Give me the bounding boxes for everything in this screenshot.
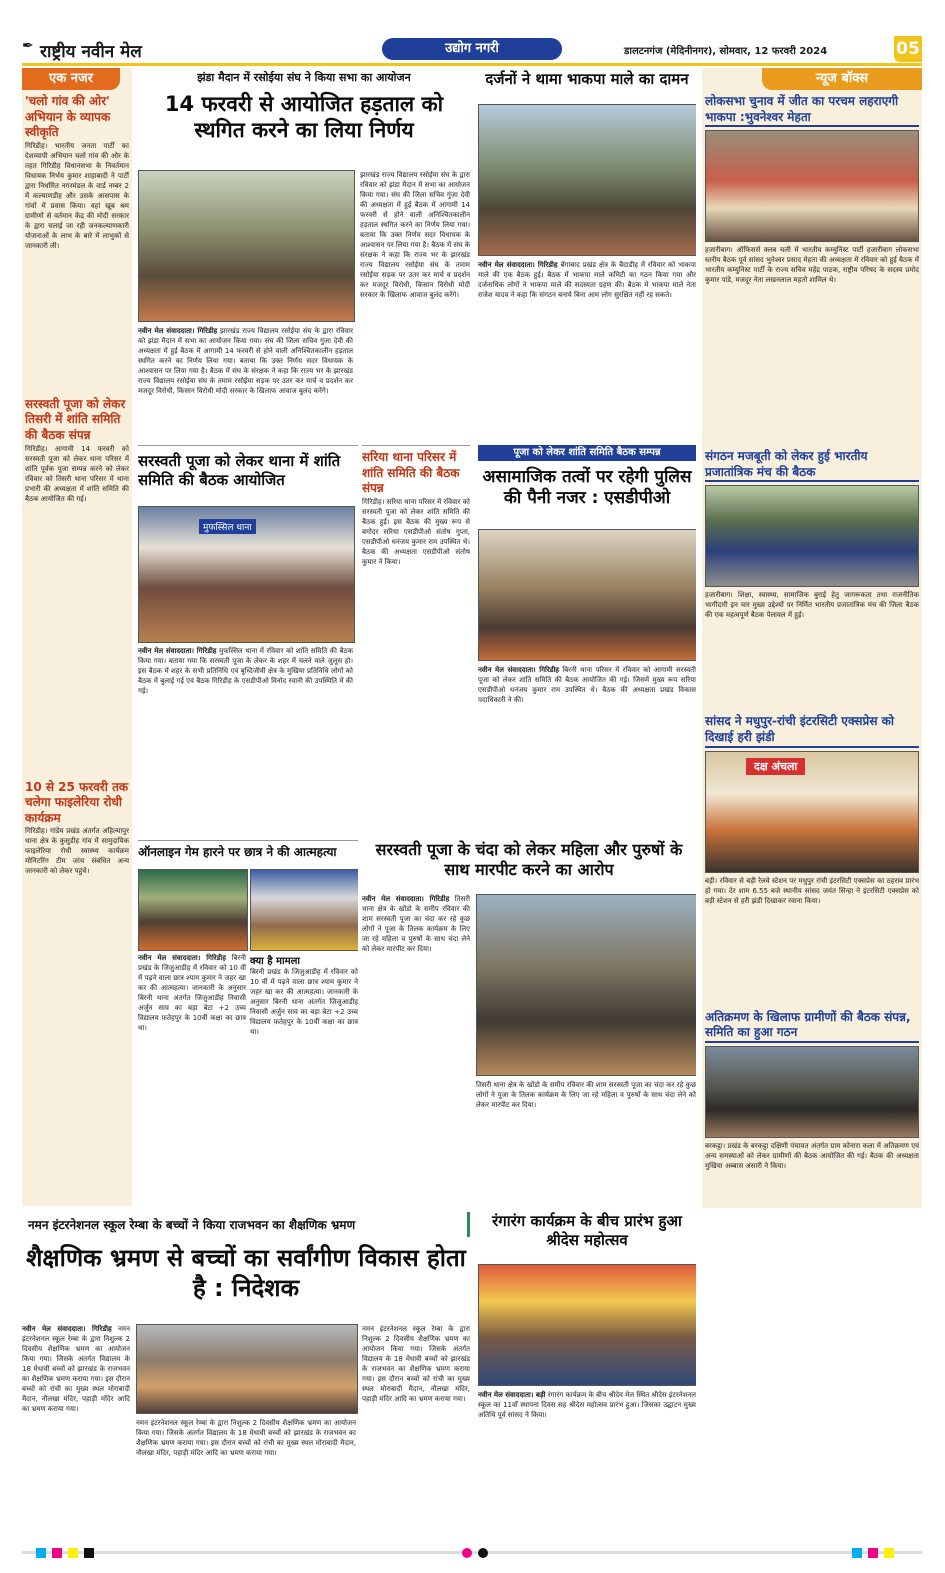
saraswati-thana-story [138,445,358,835]
footer-dot-center-black [478,1548,488,1558]
chanda-headline: सरस्वती पूजा के चंदा को लेकर महिला और पुरुषों के साथ मारपीट करने का आरोप [375,840,683,879]
school-body: नमन इंटरनेशनल स्कूल रेम्बा के द्वारा निशुल्क 2 दिवसीय शैक्षणिक भ्रमण का आयोजन किया गया। जिसके अंतर्गत विद्यालय के 18 मेधावी बच्चों को झारखंड के राजभवन का शैक्षणिक भ्रमण कराया गया। इस दौरान बच्चों को रांची का मुख्य स्थल मोराबादी मैदान, नौलखा मंदिर, पहाड़ी मंदिर आदि का भ्रमण कराया गया। [22,1325,130,1413]
school-body: नमन इंटरनेशनल स्कूल रेम्बा के द्वारा निशुल्क 2 दिवसीय शैक्षणिक भ्रमण का आयोजन किया गया। जिसके अंतर्गत विद्यालय के 18 मेधावी बच्चों को झारखंड के राजभवन का शैक्षणिक भ्रमण कराया गया। इस दौरान बच्चों को रांची का मुख्य स्थल मोराबादी मैदान, नौलखा मंदिर, पहाड़ी मंदिर आदि का भ्रमण कराया गया। [136,1419,356,1457]
lead-body: झारखंड राज्य विद्यालय रसोईया संघ के द्वारा रविवार को झंडा मैदान में सभा का आयोजन किया गया। संघ की जिला सचिव गुंजा देवी की अध्यक्षता में हुई बैठक में आगामी 14 फरवरी से होने वाली अनिश्चितकालीन हड़ताल स्थगित करने का निर्णय लिया गया। बताया कि उक्त निर्णय सदर विधायक के आश्वासन पर लिया गया है। बैठक में संघ के संरक्षक ने कहा कि राज्य भर के झारखंड राज्य विद्यालय रसोईया संघ के तमाम रसोईया सड़क पर उतर कर मार्च व प्रदर्शन कर मजदूर विरोधी, किसान विरोधी मोदी सरकार के खिलाफ आवाज बुलंद करेंगे। [360,171,470,299]
lead-story [138,70,470,440]
right-item-title: सांसद ने मधुपुर-रांची इंटरसिटी एक्सप्रेस को दिखाई हरी झंडी [705,714,919,747]
school-body-col-2 [136,1418,356,1536]
footer-dot-magenta [52,1548,62,1558]
cpi-byline: नवीन मेल संवाददाता। गिरिडीह [478,261,558,269]
school-headline: शैक्षणिक भ्रमण से बच्चों का सर्वांगीण विकास होता है : निदेशक [26,1244,466,1302]
online-game-photo-1 [138,869,248,951]
shridev-body-col [478,1390,696,1536]
shridev-story [478,1212,696,1540]
dateline: डालटनगंज (मेदिनीनगर), सोमवार, 12 फरवरी 2024 [624,46,828,57]
section-title: उद्योग नगरी [382,38,562,60]
left-column-header: एक नजर [22,68,120,90]
school-body-col-1 [22,1324,130,1536]
right-photo-2 [705,485,919,587]
shridev-body: रंगारंग कार्यक्रम के बीच श्रीदेव मेल स्थित श्रीदेस इंटरनेशनल स्कूल का 11वाँ स्थापना दिवस सह श्रीदेस महोत्सव प्रारंभ हुआ। जिसका उद्घाटन मुख्य अतिथि पूर्व सांसद ने किया। [478,1391,696,1419]
lead-kicker: झंडा मैदान में रसोईया संघ ने किया सभा का आयोजन [197,71,411,84]
lead-byline: नवीन मेल संवाददाता। गिरिडीह [138,327,218,335]
masthead [22,36,922,64]
footer-dot-yellow [68,1548,78,1558]
left-item-body: गिरिडीह। गांडेय प्रखंड अंतर्गत अहिल्यापुर थाना क्षेत्र के कुसुडीह गांव में सामुदायिक फाइलेरिया रोधी स्वास्थ्य कार्यक्रम मोनिटरिंग टीम जांच संबंधित अन्य जानकारी को लेकर पहुंचे। [25,827,129,876]
sariya-story [362,445,470,835]
school-body-col-3 [362,1324,470,1536]
right-column [702,68,922,1208]
online-game-body: बिरनी प्रखंड के जिजुआडीह में रविवार को 10 वीं में पढ़ने वाला छात्र श्याम कुमार ने जहर खा कर की आत्महत्या। जानकारी के अनुसार बिरनी थाना अंतर्गत जिजुआडीह निवासी अर्जुन साव का बड़ा बेटा +2 उच्च विद्यालय फ़तेहपुर के 10वीं कक्षा का छात्र था। [250,968,358,1036]
online-game-story [138,840,358,1185]
online-game-headline: ऑनलाइन गेम हारने पर छात्र ने की आत्महत्या [138,845,337,859]
lead-photo [138,170,355,322]
saraswati-thana-byline: नवीन मेल संवाददाता। गिरिडीह [138,647,217,655]
chanda-body-col-2 [476,1080,696,1182]
sariya-headline: सरिया थाना परिसर में शांति समिति की बैठक संपन्न [362,450,460,496]
footer-dot-right-magenta [868,1548,878,1558]
left-column [22,68,132,1206]
cpi-body-col [478,260,696,435]
footer-dot-center-magenta [462,1548,472,1558]
right-column-header: न्यूज बॉक्स [762,68,922,90]
lead-body: झारखंड राज्य विद्यालय रसोईया संघ के द्वारा रविवार को झंडा मैदान में सभा का आयोजन किया गया। संघ की जिला सचिव गुंजा देवी की अध्यक्षता में हुई बैठक में आगामी 14 फरवरी से होने वाली अनिश्चितकालीन हड़ताल स्थगित करने का निर्णय लिया गया। बताया कि उक्त निर्णय सदर विधायक के आश्वासन पर लिया गया है। बैठक में संघ के संरक्षक ने कहा कि राज्य भर के झारखंड राज्य विद्यालय रसोईया संघ के तमाम रसोईया सड़क पर उतर कर मार्च व प्रदर्शन कर मजदूर विरोधी, किसान विरोधी मोदी सरकार के खिलाफ आवाज बुलंद करेंगे। [138,327,353,395]
footer-color-strip [22,1548,922,1558]
shridev-photo [478,1264,696,1386]
school-photo [136,1324,358,1414]
online-game-byline: नवीन मेल संवाददाता। गिरिडीह [138,954,226,962]
online-game-photo-2 [250,869,358,951]
sdpo-body-col [478,665,696,830]
right-photo-1 [705,130,919,242]
cpi-story [478,70,696,440]
online-game-body-col [138,953,246,1183]
paper-logo-icon: ✒ [22,38,34,54]
footer-dot-right-cyan [852,1548,862,1558]
right-item-body: बड़ी। रविवार से बड़ी रेलवे स्टेशन पर मधुपुर रांची इंटरसिटी एक्सप्रेस का ठहराव प्रारंभ हो गया। देर शाम 6.55 बजे स्थानीय सांसद जयंत सिन्हा ने इंटरसिटी एक्सप्रेस को बड़ी स्टेशन से हरी झंडी दिखाकर रवाना किया। [705,876,919,905]
shridev-headline: रंगारंग कार्यक्रम के बीच प्रारंभ हुआ श्रीदेस महोत्सव [492,1212,682,1249]
left-item-title: सरस्वती पूजा को लेकर तिसरी में शांति समिति की बैठक संपन्न [25,396,126,442]
photo-banner-text: दक्ष अंचला [746,758,805,775]
right-item-title: संगठन मजबूती को लेकर हुई भारतीय प्रजातांत्रिक मंच की बैठक [705,449,919,482]
footer-dot-black [84,1548,94,1558]
saraswati-thana-body: मुफस्सिल थाना में रविवार को शांति समिति की बैठक किया गया। बताया गया कि सरस्वती पूजा के लेकर के शहर में चलने वाले जुलूस हो। इस बैठक में शहर के सभी प्रतिनिधि एवं बुध्दिजीवी क्षेत्र के मुखिया प्रतिनिधि लोगों को बैठक में बुलाई गई एवं बैठक गिरिडीह के एसडीपीओ विनोद रवानी की उपस्थिति में की गई। [138,647,353,695]
school-byline: नवीन मेल संवाददाता। गिरिडीह [22,1325,112,1333]
school-story [22,1212,470,1540]
lead-headline: 14 फरवरी से आयोजित हड़ताल को स्थगित करने का लिया निर्णय [164,92,444,143]
chanda-photo [476,894,696,1076]
sdpo-byline: नवीन मेल संवाददाता। गिरिडीह [478,666,559,674]
photo-caption: मुफस्सिल थाना [199,519,256,534]
chanda-story [362,840,696,1185]
school-body: नमन इंटरनेशनल स्कूल रेम्बा के द्वारा निशुल्क 2 दिवसीय शैक्षणिक भ्रमण का आयोजन किया गया। जिसके अंतर्गत विद्यालय के 18 मेधावी बच्चों को झारखंड के राजभवन का शैक्षणिक भ्रमण कराया गया। इस दौरान बच्चों को रांची का मुख्य स्थल मोराबादी मैदान, नौलखा मंदिर, पहाड़ी मंदिर आदि का भ्रमण कराया गया। [362,1325,470,1403]
shridev-byline: नवीन मेल संवाददाता। बड़ी [478,1391,546,1399]
sdpo-body: बिरनी थाना परिसर में रविवार को आगामी सरस्वती पूजा को लेकर शांति समिति की बैठक आयोजित की गई। जिसमें मुख्य रूप सरिया एसडीपीओ धनंजय कुमार राम उपस्थित थे। बैठक की अध्यक्षता प्रखंड विकास पदाधिकारी ने की। [478,666,696,704]
lead-body-bottom [138,326,353,436]
sdpo-story [478,445,696,835]
paper-name: राष्ट्रीय नवीन मेल [40,42,142,62]
saraswati-thana-headline: सरस्वती पूजा को लेकर थाना में शांति समिति की बैठक आयोजित [138,452,341,489]
cpi-body: बेंगाबाद प्रखंड क्षेत्र के बैदाडीह में रविवार को भाकपा माले की एक बैठक हुई। बैठक में भाकपा माले कमिटी का गठन किया गया और दर्जनाधिक लोगों ने भाकपा माले की सदस्यता ग्रहण की। बैठक में भाकपा माले नेता राजेश यादव ने कहा कि संगठन बनाये बिना आम लोग सुरक्षित नहीं रह सकते। [478,261,696,299]
right-item-body: हजारीबाग। शिक्षा, स्वास्थ्य, सामाजिक बुराई हेतु जागरूकता तथा राजनीतिक भागीदारी इन चार मुख्य उद्देश्यों पर निर्मित भारतीय प्रजातांत्रिक मंच की जिला बैठक की एक महत्वपूर्ण बैठक पेलावल में हुई। [705,591,919,620]
cpi-photo [478,104,696,256]
sdpo-headline: असामाजिक तत्वों पर रहेगी पुलिस की पैनी नजर : एसडीपीओ [482,467,692,509]
sdpo-kicker: पूजा को लेकर शांति समिति बैठक सम्पन्न [478,445,696,461]
left-item-body: गिरिडीह। भारतीय जनता पार्टी का देशव्यापी अभियान चलो गांव की ओर के तहत गिरिडीह विधानसभा के निवर्तमान विधायक निर्भय कुमार शाहाबादी ने पार्टी द्वारा निर्धारित नगरमंडल के वार्ड नम्बर 2 में कल्याणडीह और उसके आसपास के गांवों में प्रवास किया। वहां खूब श्रम ग्रामीणों से वर्तमान केंद्र की मोदी सरकार के द्वारा चलाई जा रही जनकल्याणकारी योजनाओं के लाभ के बारे में लाभुकों से जानकारी ली। [25,141,129,250]
lead-body-right [360,170,470,420]
footer-dot-right-yellow [884,1548,894,1558]
saraswati-thana-body-col [138,646,353,831]
right-photo-3 [705,751,919,873]
chanda-byline: नवीन मेल संवाददाता। गिरिडीह [362,895,450,903]
right-photo-4 [705,1046,919,1138]
left-item-body: गिरिडीह। आगामी 14 फरवरी को सरस्वती पूजा को लेकर थाना परिसर में शांति पूर्वक पूजा सम्पन्न करने को लेकर रविवार को तिसरी थाना परिसर में थाना प्रभारी की अध्यक्षता में शांति समिति की बैठक आयोजित की गई। [25,444,129,503]
saraswati-thana-photo [138,506,355,643]
right-item-body: बरकट्ठा। प्रखंड के बरकट्ठा दक्षिणी पंचायत अंतर्गत ग्राम कोनारा कला में अतिक्रमण एवं अन्य समस्याओं को लेकर ग्रामीणों की बैठक आयोजित की गई। बैठक की अध्यक्षता मुखिया अब्बास अंसारी ने किया। [705,1141,919,1170]
online-game-sub: क्या है मामला [250,956,300,967]
sdpo-photo [478,529,696,661]
chanda-body: तिसरी थाना क्षेत्र के खोंडो के समीप रविवार की शाम सरस्वती पूजा का चंदा कर रहे कुछ लोगों ने पूजा के तिलक कार्यक्रम के लिए जा रहे महिला व पुरुषों के साथ चंदा लेने को लेकर मारपीट कर दिया। [362,895,470,953]
left-item-title: 'चलो गांव की ओर' अभियान के व्यापक स्वीकृति [25,94,111,140]
chanda-body-col [362,894,470,1182]
online-game-body-col-2 [250,967,358,1182]
footer-dot-cyan [36,1548,46,1558]
right-item-title: अतिक्रमण के खिलाफ ग्रामीणों की बैठक संपन्न, समिति का हुआ गठन [705,1010,919,1043]
left-item-title: 10 से 25 फरवरी तक चलेगा फाइलेरिया रोधी कार्यक्रम [25,779,129,825]
online-game-body: बिरनी प्रखंड के जिजुआडीह में रविवार को 10 वीं में पढ़ने वाला छात्र श्याम कुमार ने जहर खा कर की आत्महत्या। जानकारी के अनुसार बिरनी थाना अंतर्गत जिजुआडीह निवासी अर्जुन साव का बड़ा बेटा +2 उच्च विद्यालय फ़तेहपुर के 10वीं कक्षा का छात्र था। [138,954,246,1032]
masthead-rule [22,63,922,66]
right-item-title: लोकसभा चुनाव में जीत का परचम लहराएगी भाकपा :भुवनेश्वर मेहता [705,94,919,127]
page-number: 05 [894,36,922,62]
school-kicker: नमन इंटरनेशनल स्कूल रेम्बा के बच्चों ने किया राजभवन का शैक्षणिक भ्रमण [22,1212,470,1237]
right-item-body: हजारीबाग। ऑफिसर्स क्लब चली में भारतीय कम्युनिस्ट पार्टी हजारीबाग लोकसभा स्तरीय बैठक पूर्व सांसद भुनेश्वर प्रसाद मेहता की अध्यक्षता में रविवार को हुई बैठक में भारतीय कम्युनिस्ट पार्टी के राज्य सचिव महेंद्र पाठक, राष्ट्रीय परिषद के सदस्य प्रमोद कुमार पांडे, मजदूर नेता लखनलाल महतो शामिल थे। [705,246,919,285]
sariya-body: गिरिडीह। सरिया थाना परिसर में रविवार को सरस्वती पूजा को लेकर शांति समिति की बैठक हुई। इस बैठक की मुख्य रूप से बगोदर सरिया एसडीपीओ संतोष गुप्ता, एसडीपीओ धनंजय कुमार राम उपस्थित थे। बैठक की अध्यक्षता एसडीपीओ संतोष कुमार ने किया। [362,497,470,566]
chanda-body: तिसरी थाना क्षेत्र के खोंडो के समीप रविवार की शाम सरस्वती पूजा का चंदा कर रहे कुछ लोगों ने पूजा के तिलक कार्यक्रम के लिए जा रहे महिला व पुरुषों के साथ चंदा लेने को लेकर मारपीट कर दिया। [476,1081,696,1109]
cpi-headline: दर्जनों ने थामा भाकपा माले का दामन [485,70,689,88]
